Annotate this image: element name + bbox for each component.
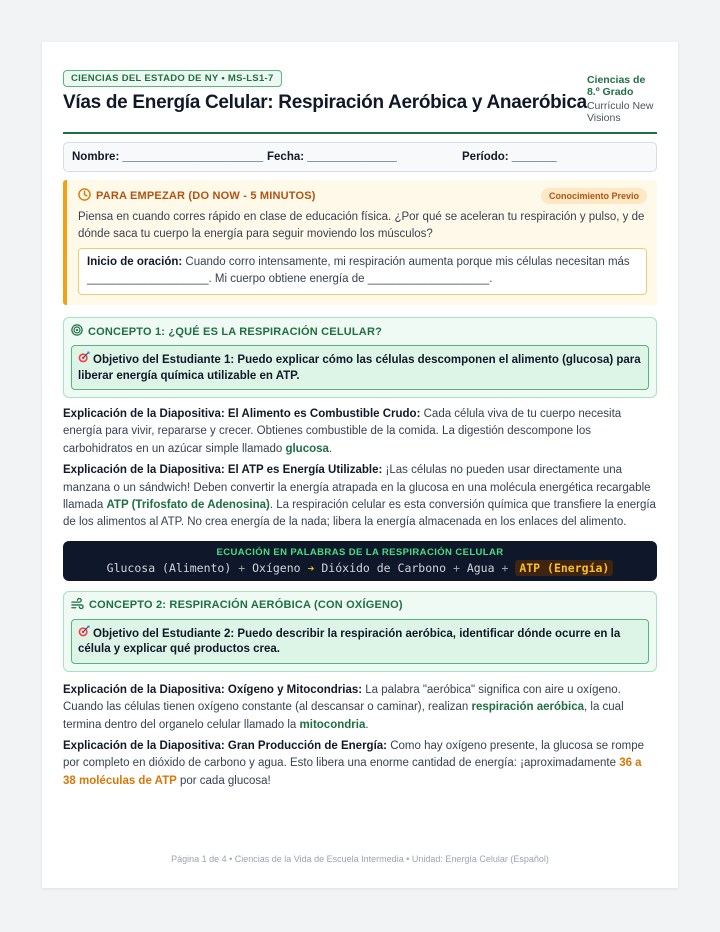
concept-1-title-row (71, 324, 649, 339)
target-icon (71, 324, 83, 339)
equation-glucose: Glucosa (Alimento) (106, 560, 232, 575)
slide-1-label: Explicación de la Diapositiva: El Alimento es Combustible Crudo: (63, 408, 421, 420)
date-field[interactable]: Fecha: ______________ (267, 151, 397, 163)
sentence-starter-text: Cuando corro intensamente, mi respiración aumenta porque mis células necesitan más ___________________. Mi cuerpo obtiene energía de ___________________. (87, 256, 630, 285)
slide-3-highlight-1: respiración aeróbica (471, 701, 584, 714)
slide-explanation-1 (63, 406, 657, 458)
concept-1-title: CONCEPTO 1: ¿QUÉ ES LA RESPIRACIÓN CELULAR? (88, 325, 383, 338)
slide-1-highlight: glucosa (285, 442, 329, 455)
equation-line (63, 561, 657, 575)
page-footer: Página 1 de 4 • Ciencias de la Vida de Escuela Intermedia • Unidad: Energía Celular (Español) (171, 854, 549, 864)
name-field[interactable]: Nombre: ______________________ (72, 151, 264, 163)
objective-1-box (71, 345, 649, 390)
slide-3-end: . (365, 718, 369, 731)
slide-2-label: Explicación de la Diapositiva: El ATP es Energía Utilizable: (63, 464, 383, 477)
slide-1-end: . (328, 442, 333, 455)
slide-4-text: Como hay oxígeno presente, la glucosa se rompe por completo en dióxido de carbono y agua. Esto libera una enorme cantidad de energía: ¡aproximadamente (63, 740, 644, 770)
header-right (587, 74, 657, 124)
curriculum-label: Currículo New Visions (586, 100, 654, 124)
slide-2-highlight: ATP (Trifosfato de Adenosina) (106, 499, 270, 512)
equation-co2: Dióxido de Carbono (321, 560, 446, 575)
equation-oxygen: Oxígeno (252, 560, 301, 575)
slide-4-highlight: 36 a 38 moléculas de ATP (63, 757, 642, 787)
slide-explanation-3 (63, 682, 657, 734)
header (63, 68, 657, 134)
equation-plus-1: + (238, 560, 246, 575)
period-field[interactable]: Período: _______ (462, 151, 557, 163)
page-title: Vías de Energía Celular: Respiración Aeróbica y Anaeróbica (63, 92, 587, 113)
standard-badge: CIENCIAS DEL ESTADO DE NY • MS-LS1-7 (63, 70, 282, 87)
equation-atp: ATP (Energía) (515, 560, 613, 576)
dart-icon (78, 351, 90, 369)
do-now-header (78, 188, 647, 204)
slide-2-end: . La respiración celular es esta conversión química que transfiere la energía de los alimentos al ATP. No crea energía de la nada; libera la energía almacenada en los enlaces del alimento. (63, 499, 656, 529)
slide-4-end: por cada glucosa! (176, 774, 271, 787)
slide-1-text: Cada célula viva de tu cuerpo necesita energía para vivir, repararse y crecer. Obtienes combustible de la comida. La digestión descompone los carbohidratos en un azúcar simple llamado (63, 408, 622, 455)
objective-2-box (71, 619, 649, 664)
slide-explanation-2 (63, 462, 657, 532)
equation-water: Agua (466, 560, 495, 575)
do-now-prompt: Piensa en cuando corres rápido en clase de educación física. ¿Por qué se aceleran tu respiración y pulso, y de dónde saca tu cuerpo la energía para seguir moviendo los músculos? (78, 211, 645, 240)
slide-3-highlight-2: mitocondria (299, 718, 366, 731)
concept-2-section (63, 591, 657, 672)
concept-1-section (63, 317, 657, 398)
slide-3-text: La palabra "aeróbica" significa con aire u oxígeno. Cuando las células tienen oxígeno constante (al descansar o caminar), realizan (63, 683, 621, 714)
objective-2-text: Objetivo del Estudiante 2: Puedo describir la respiración aeróbica, identificar dónde ocurre en la célula y explicar qué productos crea. (78, 627, 621, 656)
header-left (63, 68, 587, 114)
do-now-title-row (78, 188, 316, 204)
equation-plus-3: + (501, 560, 509, 575)
prior-knowledge-tag: Conocimiento Previo (541, 188, 647, 204)
do-now-section (63, 180, 657, 305)
sentence-starter-label: Inicio de oración: (87, 256, 183, 268)
worksheet-page (42, 42, 678, 888)
arrow-icon: ➔ (307, 560, 315, 575)
equation-plus-2: + (452, 560, 460, 575)
clock-icon (78, 188, 91, 204)
equation-label: ECUACIÓN EN PALABRAS DE LA RESPIRACIÓN CELULAR (216, 546, 504, 558)
slide-explanation-4 (63, 738, 657, 790)
slide-2-text: ¡Las células no pueden usar directamente una manzana o un sándwich! Deben convertir la energía atrapada en la glucosa en una molécula energética recargable llamada (63, 464, 651, 512)
word-equation-box (63, 541, 657, 581)
grade-label: Ciencias de 8.º Grado (586, 74, 646, 98)
sentence-starter-box[interactable] (78, 248, 647, 295)
slide-3-label: Explicación de la Diapositiva: Oxígeno y Mitocondrias: (63, 683, 363, 696)
concept-2-title: CONCEPTO 2: RESPIRACIÓN AERÓBICA (CON OXÍGENO) (89, 599, 403, 612)
slide-4-label: Explicación de la Diapositiva: Gran Producción de Energía: (63, 740, 387, 753)
slide-3-mid: , la cual termina dentro del organelo celular llamado la (63, 701, 624, 731)
wind-icon (71, 598, 84, 613)
objective-1-text: Objetivo del Estudiante 1: Puedo explicar cómo las células descomponen el alimento (glucosa) para liberar energía química utilizable en ATP. (78, 353, 641, 382)
do-now-title: PARA EMPEZAR (DO NOW - 5 MINUTOS) (96, 190, 316, 202)
concept-2-title-row (71, 598, 649, 613)
student-info-bar (63, 142, 657, 172)
dart-icon (78, 625, 90, 643)
